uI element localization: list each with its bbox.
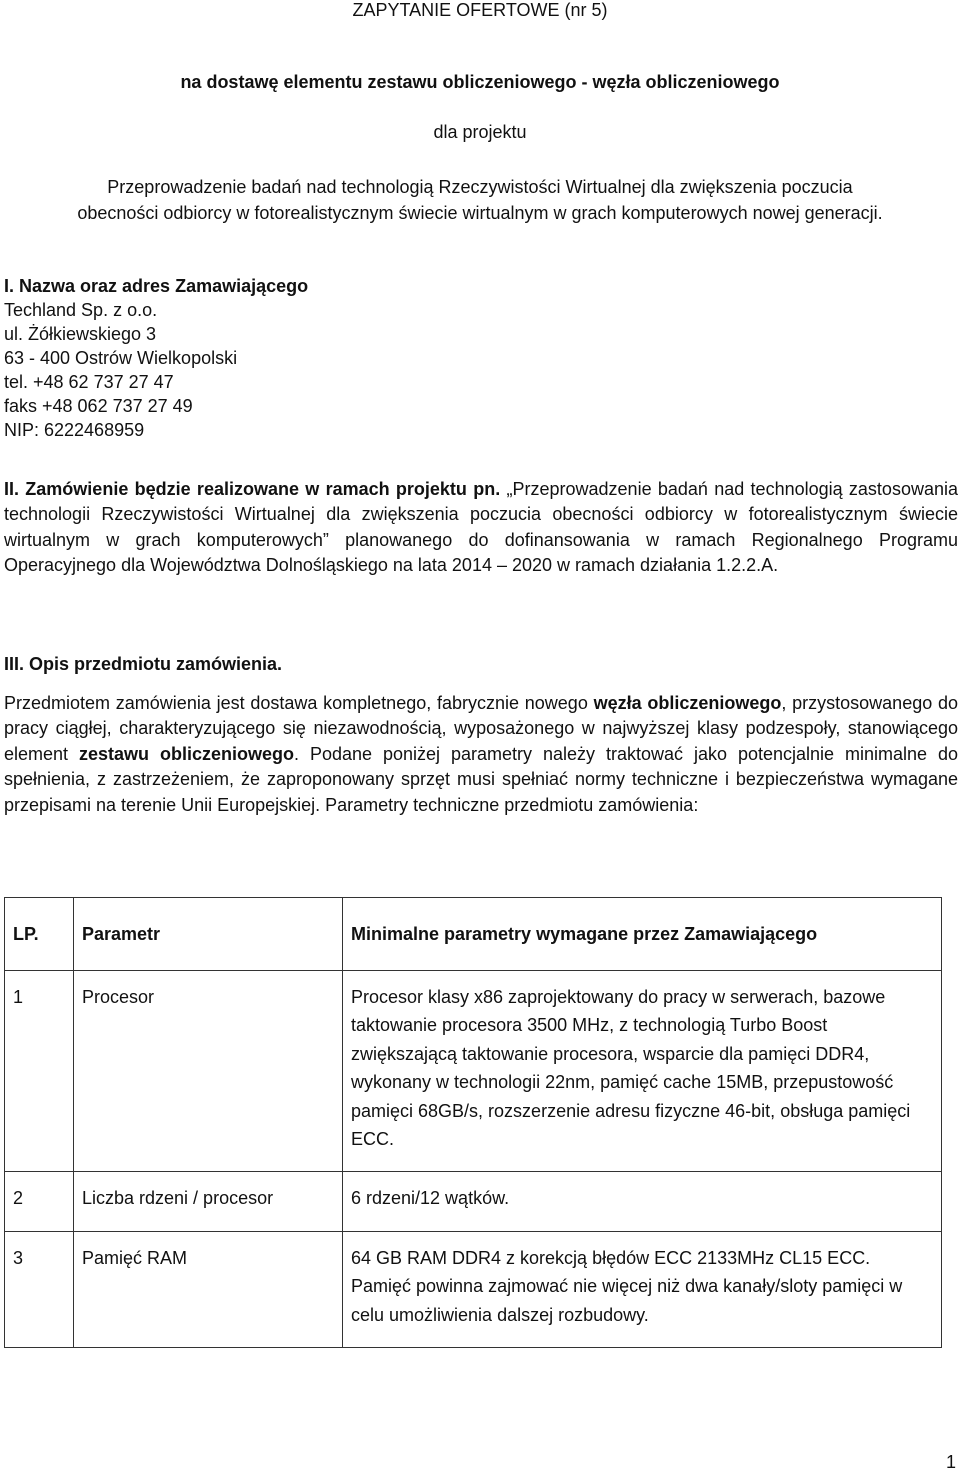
table-row: [5, 1231, 942, 1347]
row-description: 64 GB RAM DDR4 z korekcją błędów ECC 2133MHz CL15 ECC. Pamięć powinna zajmować nie więcej niż dwa kanały/sloty pamięci w celu umożliwienia dalszej rozbudowy.: [343, 1231, 942, 1347]
order-desc-part-1: Przedmiotem zamówienia jest dostawa kompletnego, fabrycznie nowego: [4, 693, 594, 713]
header-parameter: Parametr: [74, 898, 343, 971]
section-ordering-party: [4, 274, 308, 442]
order-desc-bold-set: zestawu obliczeniowego: [79, 743, 294, 764]
company-phone: tel. +48 62 737 27 47: [4, 372, 174, 392]
company-fax: faks +48 062 737 27 49: [4, 396, 193, 416]
order-desc-part-3: . Podane poniżej parametry należy traktować jako potencjalnie minimalne do spełnienia, z zastrzeżeniem, że zaproponowany sprzęt musi spełniać normy techniczne i bezpieczeństwa wymagane przepisami na terenie Unii Europejskiej. Parametry techniczne przedmiotu zamówienia:: [4, 743, 958, 815]
table-row: [5, 1172, 942, 1231]
order-description: [4, 691, 958, 818]
document-subject: na dostawę elementu zestawu obliczeniowego - węzła obliczeniowego: [180, 72, 780, 92]
order-desc-bold-node: węzła obliczeniowego: [593, 693, 782, 713]
row-parameter: Liczba rdzeni / procesor: [74, 1172, 343, 1231]
section-2-heading: II. Zamówienie będzie realizowane w ramach projektu pn.: [4, 479, 501, 499]
section-2-text: „Przeprowadzenie badań nad technologią zastosowania technologii Rzeczywistości Wirtualnej dla zwiększenia poczucia obecności odbiorcy w fotorealistycznym świecie wirtualnym w grach komputerowych” planowanego do dofinansowania w ramach Regionalnego Programu Operacyjnego dla Województwa Dolnośląskiego na lata 2014 – 2020 w ramach działania 1.2.2.A.: [4, 479, 958, 576]
company-street: ul. Żółkiewskiego 3: [4, 324, 157, 344]
row-description: Procesor klasy x86 zaprojektowany do pracy w serwerach, bazowe taktowanie procesora 3500 MHz, z technologią Turbo Boost zwiększającą taktowanie procesora, wsparcie dla pamięci DDR4, wykonany w technologii 22nm, pamięć cache 15MB, przepustowość pamięci 68GB/s, rozszerzenie adresu fizyczne 46-bit, obsługa pamięci ECC.: [343, 971, 942, 1172]
parameters-table: [4, 897, 942, 1348]
section-3-heading: III. Opis przedmiotu zamówienia.: [4, 654, 283, 674]
row-parameter: Procesor: [74, 971, 343, 1172]
section-1-heading: I. Nazwa oraz adres Zamawiającego: [4, 276, 309, 296]
row-lp: 2: [5, 1172, 74, 1231]
company-nip: NIP: 6222468959: [4, 420, 145, 440]
row-lp: 1: [5, 971, 74, 1172]
project-name: [0, 174, 960, 226]
company-name: Techland Sp. z o.o.: [4, 300, 158, 320]
project-name-line-2: obecności odbiorcy w fotorealistycznym świecie wirtualnym w grach komputerowych nowej generacji.: [77, 203, 883, 223]
order-desc-part-2: , przystosowanego do pracy ciągłej, charakteryzującego się niezawodnością, wyposażonego w najwyższej klasy podzespoły, stanowiącego element: [4, 693, 959, 764]
page-number: 1: [945, 1452, 956, 1472]
table-row: [5, 971, 942, 1172]
for-project-label: dla projektu: [433, 122, 527, 142]
header-min-params: Minimalne parametry wymagane przez Zamawiającego: [343, 898, 942, 971]
header-lp: LP.: [5, 898, 74, 971]
section-project-context: [4, 477, 958, 579]
table-header-row: [5, 898, 942, 971]
row-lp: 3: [5, 1231, 74, 1347]
company-city: 63 - 400 Ostrów Wielkopolski: [4, 348, 238, 368]
row-description: 6 rdzeni/12 wątków.: [343, 1172, 942, 1231]
project-name-line-1: Przeprowadzenie badań nad technologią Rzeczywistości Wirtualnej dla zwiększenia poczucia: [107, 177, 853, 197]
document-title: ZAPYTANIE OFERTOWE (nr 5): [352, 0, 608, 20]
row-parameter: Pamięć RAM: [74, 1231, 343, 1347]
